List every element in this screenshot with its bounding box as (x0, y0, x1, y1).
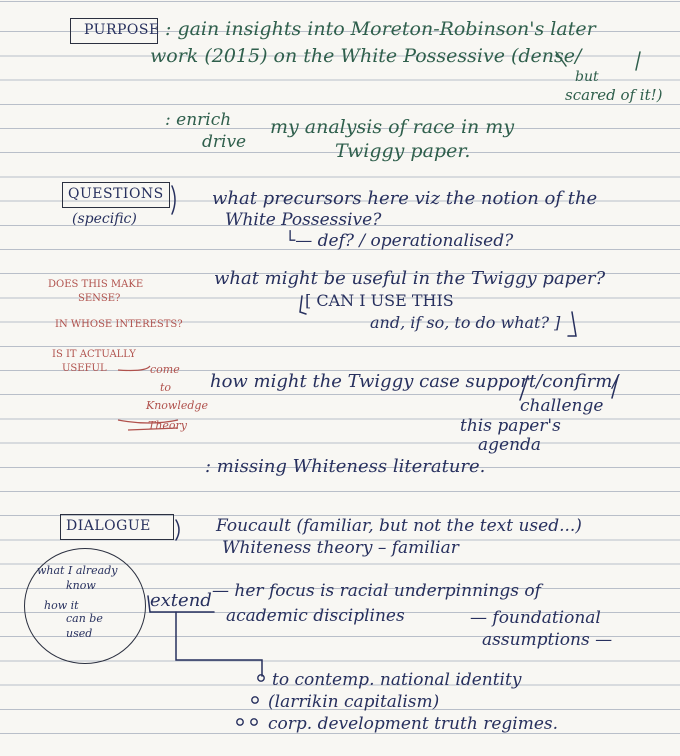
purpose-aside-2: scared of it!) (565, 86, 663, 104)
purpose-aside-1: but (575, 69, 599, 85)
extend-line-2: academic disciplines (226, 606, 405, 626)
dialogue-heading: DIALOGUE (66, 518, 151, 534)
questions-heading: QUESTIONS (68, 186, 164, 202)
question-3-line-3: this paper's (460, 416, 561, 436)
extend-line-1: — her focus is racial underpinnings of (212, 581, 541, 601)
margin-note-3: IN WHOSE INTERESTS? (55, 319, 183, 330)
questions-subheading: (specific) (72, 211, 137, 227)
margin-note-5: USEFUL (62, 363, 107, 374)
purpose-line-2: work (2015) on the White Possessive (dense/ (150, 45, 582, 67)
circle-note-4: can be (66, 612, 103, 625)
question-1-line-2: White Possessive? (225, 210, 382, 230)
circle-note-3: how it (44, 599, 79, 612)
question-2-note-1: [ CAN I USE THIS (305, 291, 454, 310)
purpose-analysis-2: Twiggy paper. (335, 140, 471, 162)
bullet-1: to contemp. national identity (272, 670, 522, 690)
question-1-line-1: what precursors here viz the notion of the (212, 188, 598, 209)
margin-note-9: Theory (148, 419, 188, 432)
extend-line-4: assumptions — (482, 630, 613, 650)
question-1-line-3: └— def? / operationalised? (285, 231, 514, 251)
purpose-enrich-1: : enrich (165, 110, 232, 130)
circle-note-1: what I already (37, 564, 118, 577)
bullet-3: corp. development truth regimes. (268, 714, 559, 734)
dialogue-line-1: Foucault (familiar, but not the text used...) (216, 516, 582, 536)
extend-label: extend (150, 590, 212, 611)
purpose-heading: PURPOSE (84, 22, 160, 38)
margin-note-2: SENSE? (78, 293, 121, 304)
question-3-line-1: how might the Twiggy case support/confirm/ (210, 371, 619, 392)
margin-note-4: IS IT ACTUALLY (52, 349, 136, 360)
extend-line-3: — foundational (470, 608, 601, 628)
dialogue-line-2: Whiteness theory – familiar (222, 538, 459, 558)
margin-note-7: to (160, 381, 172, 394)
purpose-analysis-1: my analysis of race in my (270, 116, 515, 138)
question-3-line-2: challenge (520, 396, 604, 416)
margin-note-8: Knowledge (146, 399, 208, 412)
circle-note-5: used (66, 627, 93, 640)
circle-note-2: know (66, 579, 96, 592)
question-2: what might be useful in the Twiggy paper? (214, 268, 606, 289)
missing-literature: : missing Whiteness literature. (205, 456, 486, 477)
question-3-line-4: agenda (478, 435, 542, 455)
margin-note-1: DOES THIS MAKE (48, 279, 144, 290)
margin-note-6: come (150, 363, 180, 376)
purpose-line-1: : gain insights into Moreton-Robinson's later (165, 18, 596, 40)
question-2-note-2: and, if so, to do what? ] (370, 313, 561, 332)
purpose-enrich-2: drive (202, 132, 247, 152)
bullet-2: (larrikin capitalism) (268, 692, 440, 712)
